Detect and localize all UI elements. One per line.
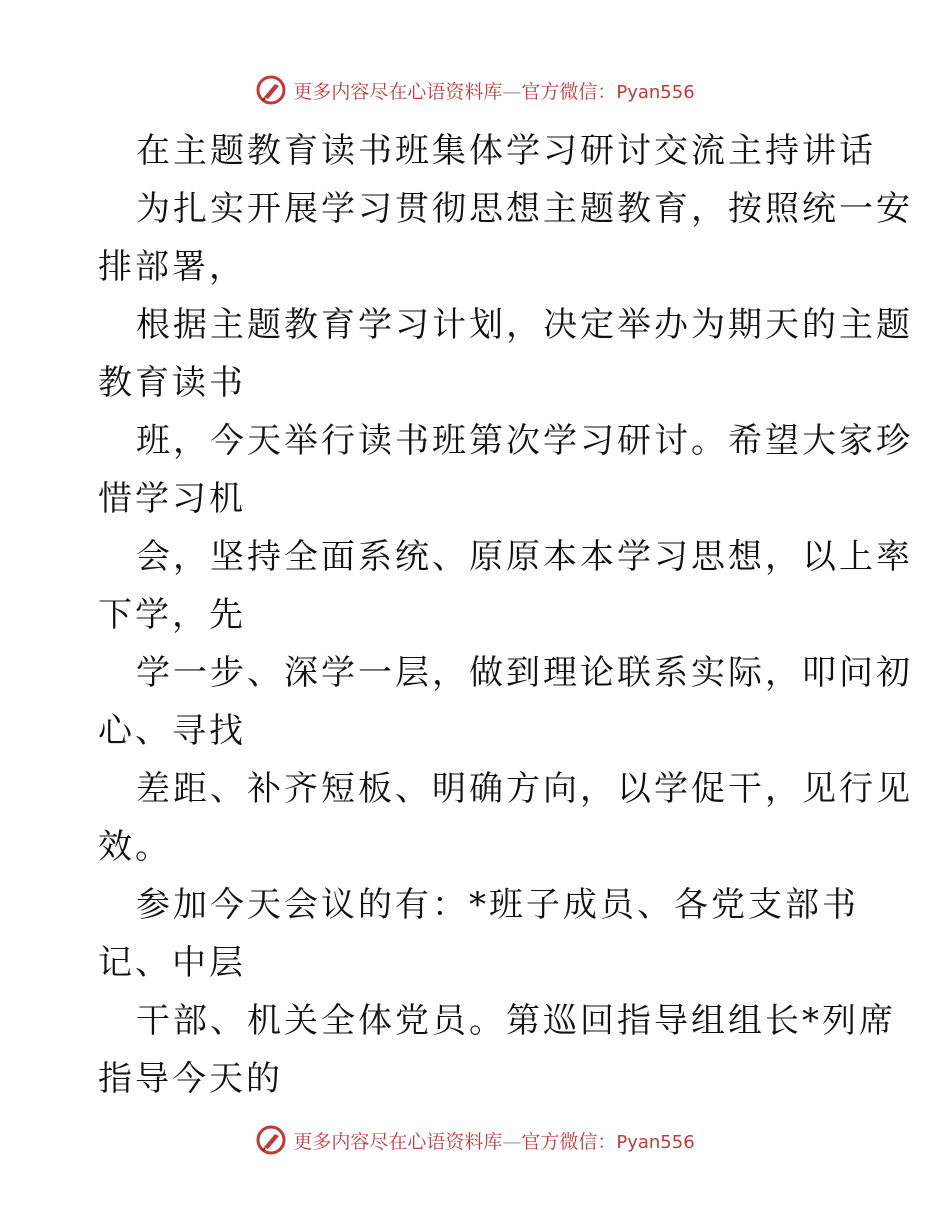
text-line: 会，坚持全面系统、原原本本学习思想，以上率 — [136, 537, 913, 577]
watermark-site-text: 更多内容尽在心语资料库 — [293, 1130, 503, 1153]
text-line: 心、寻找 — [98, 711, 246, 751]
watermark-banner-top — [0, 70, 950, 110]
text-line: 为扎实开展学习贯彻思想主题教育，按照统一安 — [136, 189, 913, 229]
watermark-content — [255, 1124, 694, 1156]
watermark-wechat-id: Pyan556 — [616, 81, 695, 103]
document-title: 在主题教育读书班集体学习研讨交流主持讲话 — [136, 131, 876, 171]
watermark-site-text: 更多内容尽在心语资料库 — [293, 80, 503, 103]
watermark-text — [293, 77, 694, 104]
text-line: 效。 — [98, 827, 172, 867]
text-line: 参加今天会议的有：*班子成员、各党支部书 — [136, 885, 859, 925]
watermark-separator: — — [502, 80, 522, 103]
watermark-wechat-id: Pyan556 — [616, 1131, 695, 1153]
watermark-text — [293, 1127, 694, 1154]
text-line: 记、中层 — [98, 943, 246, 983]
document-body — [98, 122, 913, 1108]
watermark-wechat-label: 官方微信： — [521, 1130, 617, 1153]
text-line: 教育读书 — [98, 363, 246, 403]
text-line: 排部署， — [98, 247, 246, 287]
text-line: 指导今天的 — [98, 1059, 283, 1099]
pen-logo-icon — [255, 1124, 287, 1156]
pen-logo-icon — [255, 74, 287, 106]
text-line: 下学，先 — [98, 595, 246, 635]
watermark-banner-bottom — [0, 1120, 950, 1160]
watermark-wechat-label: 官方微信： — [521, 80, 617, 103]
text-line: 学一步、深学一层，做到理论联系实际，叩问初 — [136, 653, 913, 693]
watermark-content — [255, 74, 694, 106]
text-line: 根据主题教育学习计划，决定举办为期天的主题 — [136, 305, 913, 345]
text-line: 干部、机关全体党员。第巡回指导组组长*列席 — [136, 1001, 896, 1041]
text-line: 差距、补齐短板、明确方向，以学促干，见行见 — [136, 769, 913, 809]
text-line: 惜学习机 — [98, 479, 246, 519]
text-line: 班，今天举行读书班第次学习研讨。希望大家珍 — [136, 421, 913, 461]
watermark-separator: — — [502, 1130, 522, 1153]
